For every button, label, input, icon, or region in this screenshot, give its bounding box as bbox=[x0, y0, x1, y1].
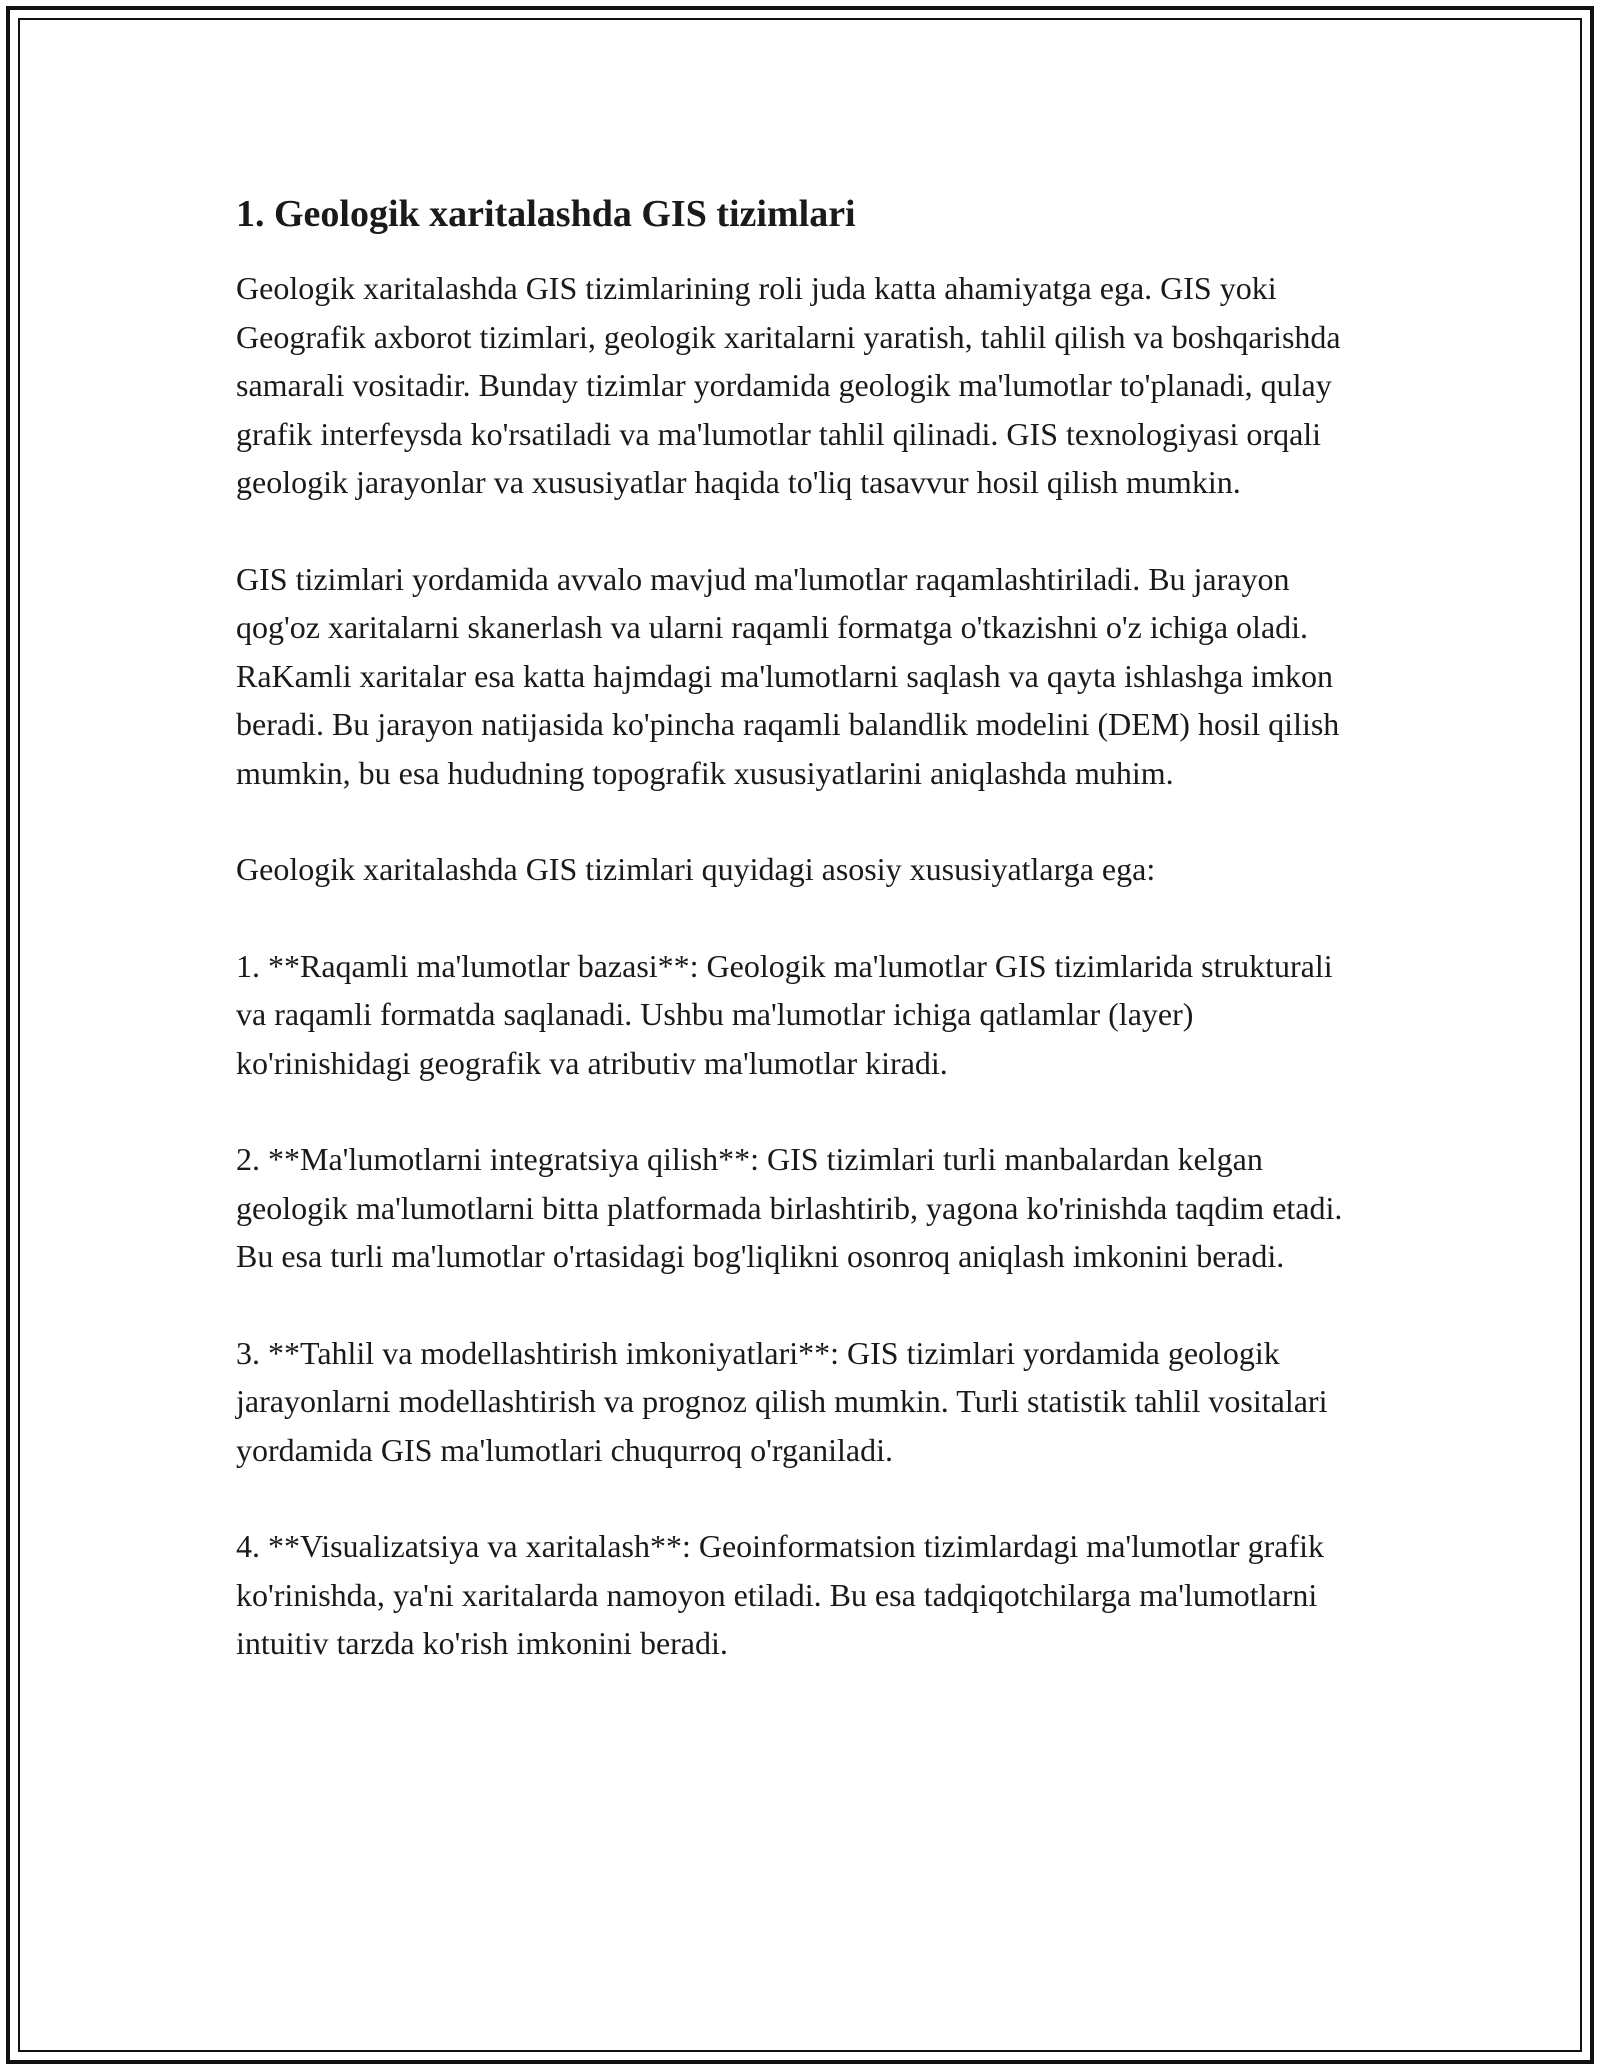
document-body bbox=[236, 190, 1366, 1716]
paragraph-features-lead: Geologik xaritalashda GIS tizimlari quyidagi asosiy xususiyatlarga ega: bbox=[236, 851, 1156, 887]
document-title: 1. Geologik xaritalashda GIS tizimlari bbox=[236, 193, 856, 235]
list-item-visualization: 4. **Visualizatsiya va xaritalash**: Geoinformatsion tizimlardagi ma'lumotlar grafik ko'rinishda, ya'ni xaritalarda namoyon etiladi. Bu esa tadqiqotchilarga ma'lumotlarni intuitiv tarzda ko'rish imkonini beradi. bbox=[236, 1528, 1324, 1661]
list-item-integration: 2. **Ma'lumotlarni integratsiya qilish**: GIS tizimlari turli manbalardan kelgan geologik ma'lumotlarni bitta platformada birlashtirib, yagona ko'rinishda taqdim etadi. Bu esa turli ma'lumotlar o'rtasidagi bog'liqlikni osonroq aniqlash imkonini beradi. bbox=[236, 1141, 1343, 1274]
paragraph-digitization: GIS tizimlari yordamida avvalo mavjud ma'lumotlar raqamlashtiriladi. Bu jarayon qog'oz xaritalarni skanerlash va ularni raqamli formatga o'tkazishni o'z ichiga oladi. RaKamli xaritalar esa katta hajmdagi ma'lumotlarni saqlash va qayta ishlashga imkon beradi. Bu jarayon natijasida ko'pincha raqamli balandlik modelini (DEM) hosil qilish mumkin, bu esa hududning topografik xususiyatlarini aniqlashda muhim. bbox=[236, 560, 1340, 791]
list-item-database: 1. **Raqamli ma'lumotlar bazasi**: Geologik ma'lumotlar GIS tizimlarida strukturali va raqamli formatda saqlanadi. Ushbu ma'lumotlar ichiga qatlamlar (layer) ko'rinishidagi geografik va atributiv ma'lumotlar kiradi. bbox=[236, 947, 1333, 1081]
list-item-analysis: 3. **Tahlil va modellashtirish imkoniyatlari**: GIS tizimlari yordamida geologik jarayonlarni modellashtirish va prognoz qilish mumkin. Turli statistik tahlil vositalari yordamida GIS ma'lumotlari chuqurroq o'rganiladi. bbox=[236, 1334, 1328, 1468]
paragraph-intro: Geologik xaritalashda GIS tizimlarining roli juda katta ahamiyatga ega. GIS yoki Geografik axborot tizimlari, geologik xaritalarni yaratish, tahlil qilish va boshqarishda samarali vositadir. Bunday tizimlar yordamida geologik ma'lumotlar to'planadi, qulay grafik interfeysda ko'rsatiladi va ma'lumotlar tahlil qilinadi. GIS texnologiyasi orqali geologik jarayonlar va xususiyatlar haqida to'liq tasavvur hosil qilish mumkin. bbox=[236, 270, 1341, 500]
